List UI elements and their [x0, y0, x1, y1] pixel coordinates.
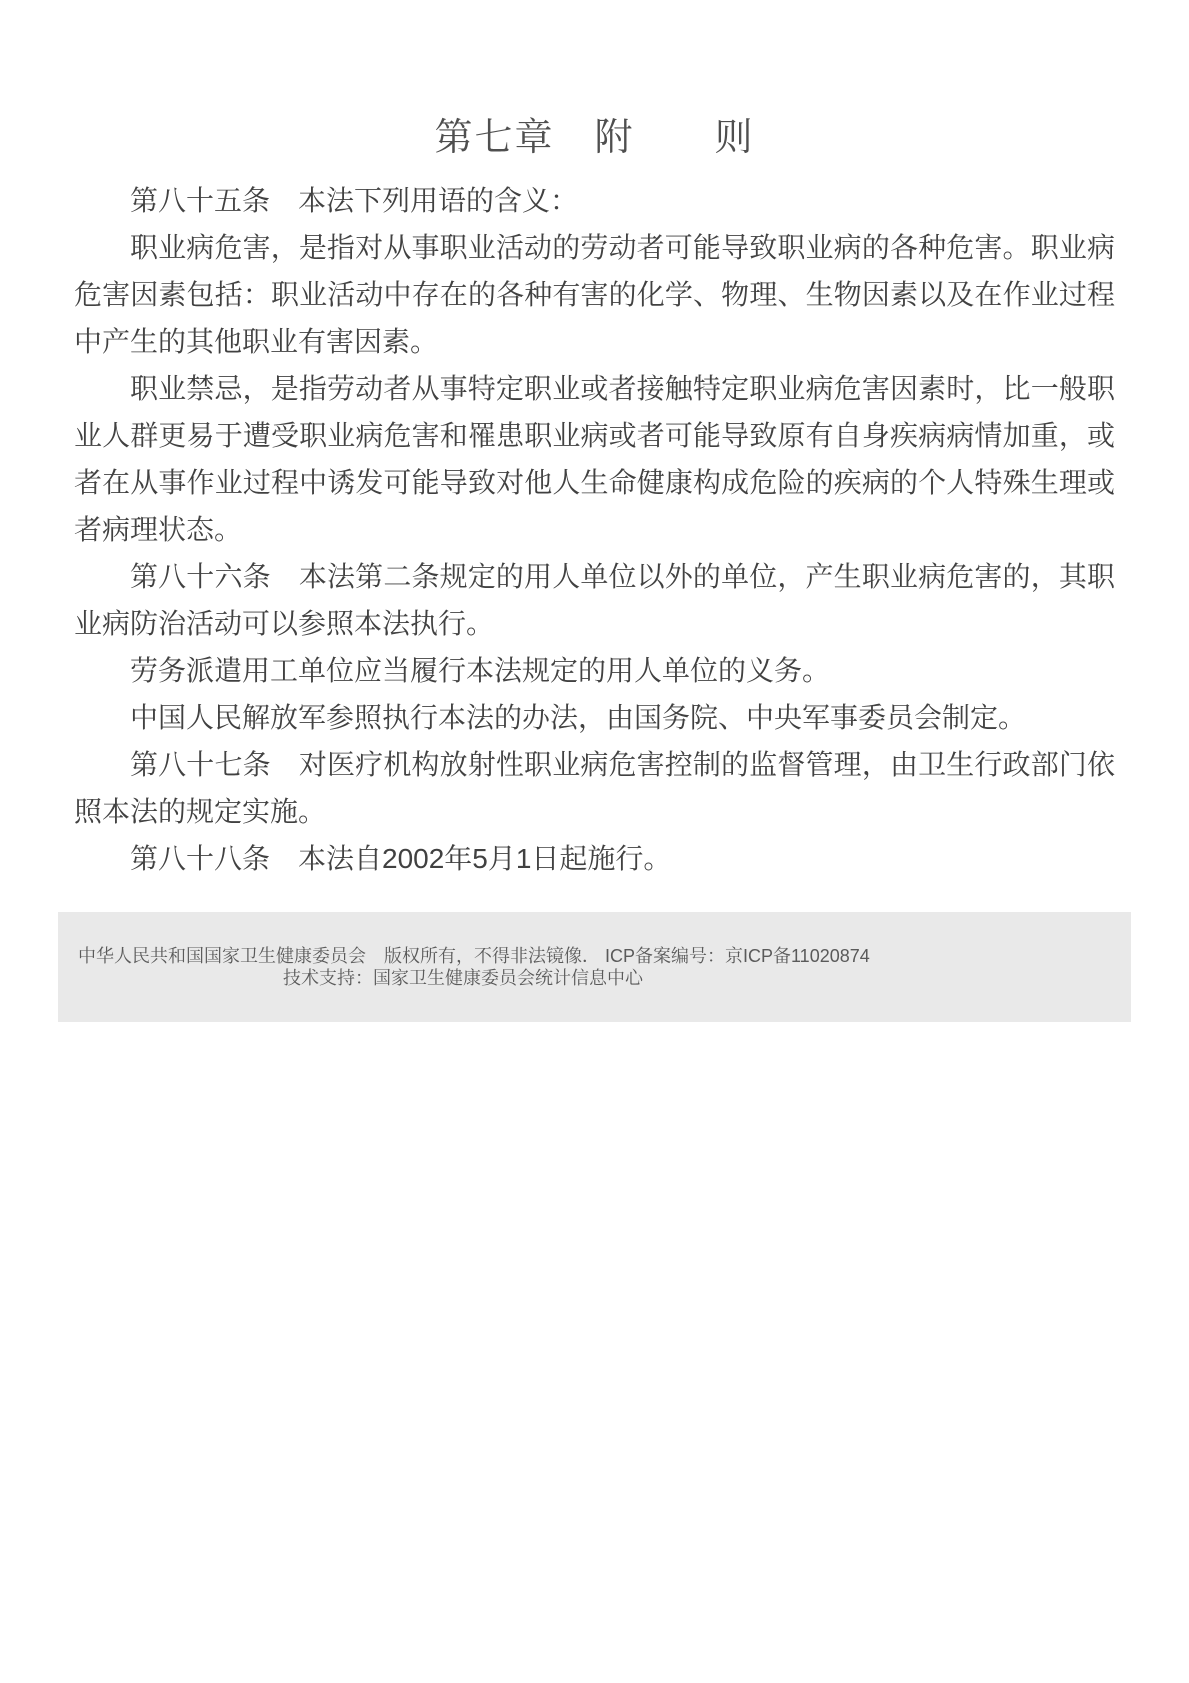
chapter-title: 第七章 附 则 — [434, 117, 755, 159]
footer-copyright-line: 中华人民共和国国家卫生健康委员会 版权所有，不得非法镜像． ICP备案编号：京ICP备11020874 — [78, 946, 870, 966]
page-footer — [58, 912, 1131, 1022]
law-paragraph-article-87: 第八十七条 对医疗机构放射性职业病危害控制的监督管理，由卫生行政部门依照本法的规定实施。 — [74, 749, 1115, 827]
law-paragraph-article-86: 第八十六条 本法第二条规定的用人单位以外的单位，产生职业病危害的，其职业病防治活动可以参照本法执行。 — [74, 561, 1115, 639]
law-text-body — [58, 177, 1131, 882]
law-paragraph-article-88: 第八十八条 本法自2002年5月1日起施行。 — [130, 843, 672, 874]
law-paragraph-occupational-hazard-definition: 职业病危害，是指对从事职业活动的劳动者可能导致职业病的各种危害。职业病危害因素包括：职业活动中存在的各种有害的化学、物理、生物因素以及在作业过程中产生的其他职业有害因素。 — [74, 232, 1115, 357]
footer-text-block — [78, 945, 870, 989]
law-paragraph-occupational-contraindication-definition: 职业禁忌，是指劳动者从事特定职业或者接触特定职业病危害因素时，比一般职业人群更易于遭受职业病危害和罹患职业病或者可能导致原有自身疾病病情加重，或者在从事作业过程中诱发可能导致对他人生命健康构成危险的疾病的个人特殊生理或者病理状态。 — [74, 373, 1115, 545]
footer-support-line: 技术支持：国家卫生健康委员会统计信息中心 — [283, 968, 643, 988]
law-paragraph-article-85: 第八十五条 本法下列用语的含义： — [130, 185, 579, 216]
law-paragraph-pla-reference: 中国人民解放军参照执行本法的办法，由国务院、中央军事委员会制定。 — [130, 702, 1027, 733]
law-paragraph-labor-dispatch: 劳务派遣用工单位应当履行本法规定的用人单位的义务。 — [130, 655, 831, 686]
law-document-page — [58, 0, 1131, 1022]
